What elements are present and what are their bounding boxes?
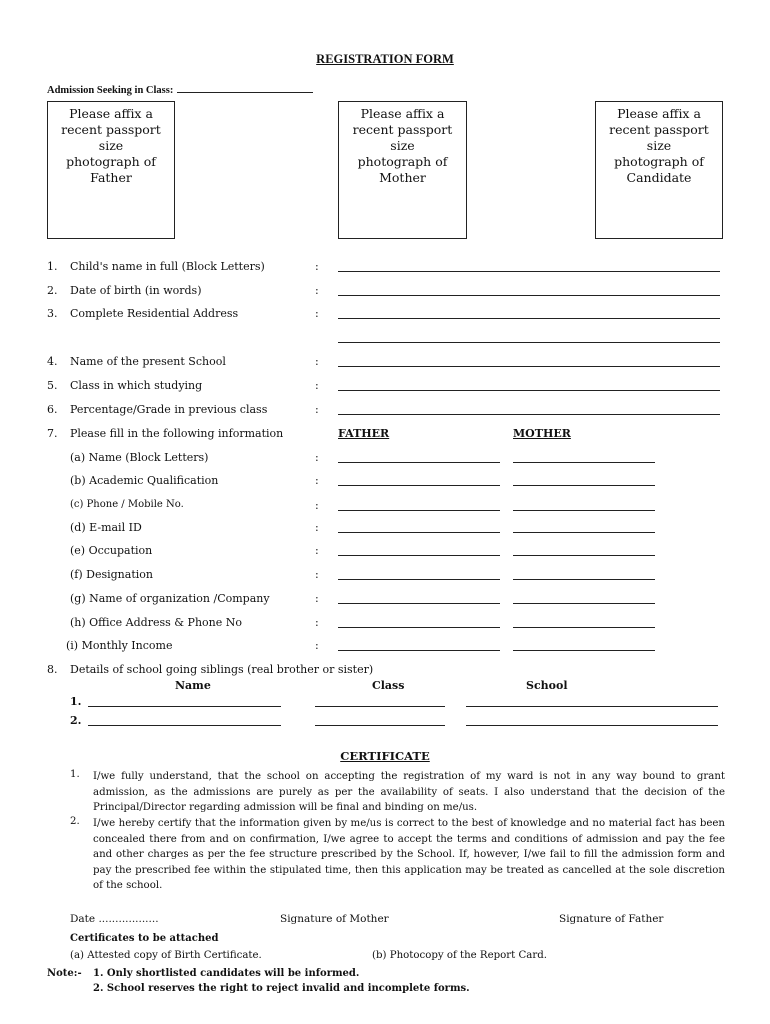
sibling-row-number: 1. xyxy=(70,695,82,708)
sibling-row-number: 2. xyxy=(70,714,82,727)
mother-occupation-line[interactable] xyxy=(513,555,655,556)
mother-column-header: MOTHER xyxy=(513,427,571,440)
father-name-line[interactable] xyxy=(338,462,500,463)
father-income-line[interactable] xyxy=(338,650,500,651)
photo-text: photograph of xyxy=(614,154,704,169)
photo-text: Please affix a xyxy=(69,106,153,121)
siblings-name-header: Name xyxy=(175,679,211,692)
sibling-1-school-line[interactable] xyxy=(466,706,718,707)
certificate-paragraph-2: I/we hereby certify that the information given by me/us is correct to the best of knowledge and no material fact has been concealed there from and on confirmation, I/we agree to accept the terms and conditions of admission and pay the fee and other charges as per the fee structure prescribed by the School. If, however, I/we fail to fill the admission form and pay the prescribed fee within the stipulated time, then this application may be treated as cancelled at the sole discretion of the school. xyxy=(93,818,725,892)
class-studying-line[interactable] xyxy=(338,390,720,391)
sibling-2-school-line[interactable] xyxy=(466,725,718,726)
mother-signature-label: Signature of Mother xyxy=(280,913,389,925)
colon: : xyxy=(315,260,319,273)
note-item: 1. Only shortlisted candidates will be informed. xyxy=(93,968,360,979)
mother-income-line[interactable] xyxy=(513,650,655,651)
childs-name-line[interactable] xyxy=(338,271,720,272)
attachment-item-a: (a) Attested copy of Birth Certificate. xyxy=(70,950,262,961)
dob-line[interactable] xyxy=(338,295,720,296)
father-phone-line[interactable] xyxy=(338,510,500,511)
question-label: Child's name in full (Block Letters) xyxy=(70,260,265,273)
question-number: 2. xyxy=(47,284,58,297)
colon: : xyxy=(315,499,319,512)
siblings-school-header: School xyxy=(526,679,568,692)
siblings-label: Details of school going siblings (real brother or sister) xyxy=(70,663,374,676)
father-column-header: FATHER xyxy=(338,427,390,440)
father-occupation-line[interactable] xyxy=(338,555,500,556)
subitem-label: (f) Designation xyxy=(70,568,153,581)
colon: : xyxy=(315,307,319,320)
mother-phone-line[interactable] xyxy=(513,510,655,511)
photo-text: size xyxy=(98,138,124,153)
question-label: Class in which studying xyxy=(70,379,203,392)
mother-company-line[interactable] xyxy=(513,603,655,604)
photo-text: Please affix a xyxy=(617,106,701,121)
sibling-1-class-line[interactable] xyxy=(315,706,445,707)
sibling-1-name-line[interactable] xyxy=(88,706,281,707)
date-field[interactable]: Date .................. xyxy=(70,913,159,925)
admission-class-label: Admission Seeking in Class: xyxy=(47,85,174,96)
subitem-label: (c) Phone / Mobile No. xyxy=(70,499,184,510)
colon: : xyxy=(315,521,319,534)
colon: : xyxy=(315,355,319,368)
subitem-label: (a) Name (Block Letters) xyxy=(70,451,209,464)
subitem-label: (b) Academic Qualification xyxy=(70,474,219,487)
colon: : xyxy=(315,639,319,652)
subitem-label: (e) Occupation xyxy=(70,544,153,557)
mother-qualification-line[interactable] xyxy=(513,485,655,486)
colon: : xyxy=(315,379,319,392)
photo-text: Mother xyxy=(379,170,426,185)
question-label: Date of birth (in words) xyxy=(70,284,202,297)
question-number: 3. xyxy=(47,307,58,320)
certificate-paragraph-1: I/we fully understand, that the school on accepting the registration of my ward is not in any way bound to grant admission, as the admissions are purely as per the availability of seats. I also understand that the decision of the Principal/Director regarding admission will be final and binding on me/us. xyxy=(93,771,725,814)
siblings-class-header: Class xyxy=(372,679,405,692)
photo-text: recent passport xyxy=(609,122,709,137)
photo-box-candidate[interactable] xyxy=(595,101,723,239)
colon: : xyxy=(315,451,319,464)
colon: : xyxy=(315,544,319,557)
photo-text: photograph of xyxy=(66,154,156,169)
father-signature-label: Signature of Father xyxy=(559,913,664,925)
mother-designation-line[interactable] xyxy=(513,579,655,580)
question-label: Name of the present School xyxy=(70,355,226,368)
father-company-line[interactable] xyxy=(338,603,500,604)
note-label: Note:- xyxy=(47,968,82,979)
present-school-line[interactable] xyxy=(338,366,720,367)
photo-box-mother[interactable] xyxy=(338,101,467,239)
photo-text: size xyxy=(646,138,672,153)
subitem-label: (d) E-mail ID xyxy=(70,521,142,534)
question-number: 7. xyxy=(47,427,58,440)
attachments-title: Certificates to be attached xyxy=(70,933,219,944)
colon: : xyxy=(315,568,319,581)
father-qualification-line[interactable] xyxy=(338,485,500,486)
address-line-1[interactable] xyxy=(338,318,720,319)
subitem-label: (g) Name of organization /Company xyxy=(70,592,270,605)
note-item: 2. School reserves the right to reject invalid and incomplete forms. xyxy=(93,983,470,994)
photo-text: recent passport xyxy=(352,122,453,137)
mother-office-line[interactable] xyxy=(513,627,655,628)
colon: : xyxy=(315,284,319,297)
subitem-label: (h) Office Address & Phone No xyxy=(70,616,242,629)
question-label: Percentage/Grade in previous class xyxy=(70,403,268,416)
percentage-line[interactable] xyxy=(338,414,720,415)
certificate-item-number: 1. xyxy=(70,769,80,780)
colon: : xyxy=(315,616,319,629)
photo-text: photograph of xyxy=(357,154,448,169)
question-number: 4. xyxy=(47,355,58,368)
mother-name-line[interactable] xyxy=(513,462,655,463)
certificate-title: CERTIFICATE xyxy=(340,749,430,763)
photo-text: size xyxy=(390,138,415,153)
admission-class-line[interactable] xyxy=(177,82,313,93)
photo-text: recent passport xyxy=(61,122,161,137)
attachment-item-b: (b) Photocopy of the Report Card. xyxy=(372,950,547,961)
mother-email-line[interactable] xyxy=(513,532,655,533)
question-number: 5. xyxy=(47,379,58,392)
father-office-line[interactable] xyxy=(338,627,500,628)
colon: : xyxy=(315,592,319,605)
question-label: Please fill in the following information xyxy=(70,427,284,440)
form-title: REGISTRATION FORM xyxy=(316,52,454,66)
photo-box-father[interactable] xyxy=(47,101,175,239)
question-number: 6. xyxy=(47,403,58,416)
sibling-2-class-line[interactable] xyxy=(315,725,445,726)
colon: : xyxy=(315,474,319,487)
certificate-item-number: 2. xyxy=(70,816,80,827)
photo-text: Father xyxy=(90,170,132,185)
question-number: 1. xyxy=(47,260,58,273)
address-line-2[interactable] xyxy=(338,342,720,343)
question-label: Complete Residential Address xyxy=(70,307,239,320)
colon: : xyxy=(315,403,319,416)
admission-class-field xyxy=(47,82,313,96)
father-designation-line[interactable] xyxy=(338,579,500,580)
sibling-2-name-line[interactable] xyxy=(88,725,281,726)
subitem-label: (i) Monthly Income xyxy=(66,639,173,652)
photo-text: Candidate xyxy=(626,170,692,185)
father-email-line[interactable] xyxy=(338,532,500,533)
question-number: 8. xyxy=(47,663,58,676)
photo-text: Please affix a xyxy=(360,106,445,121)
